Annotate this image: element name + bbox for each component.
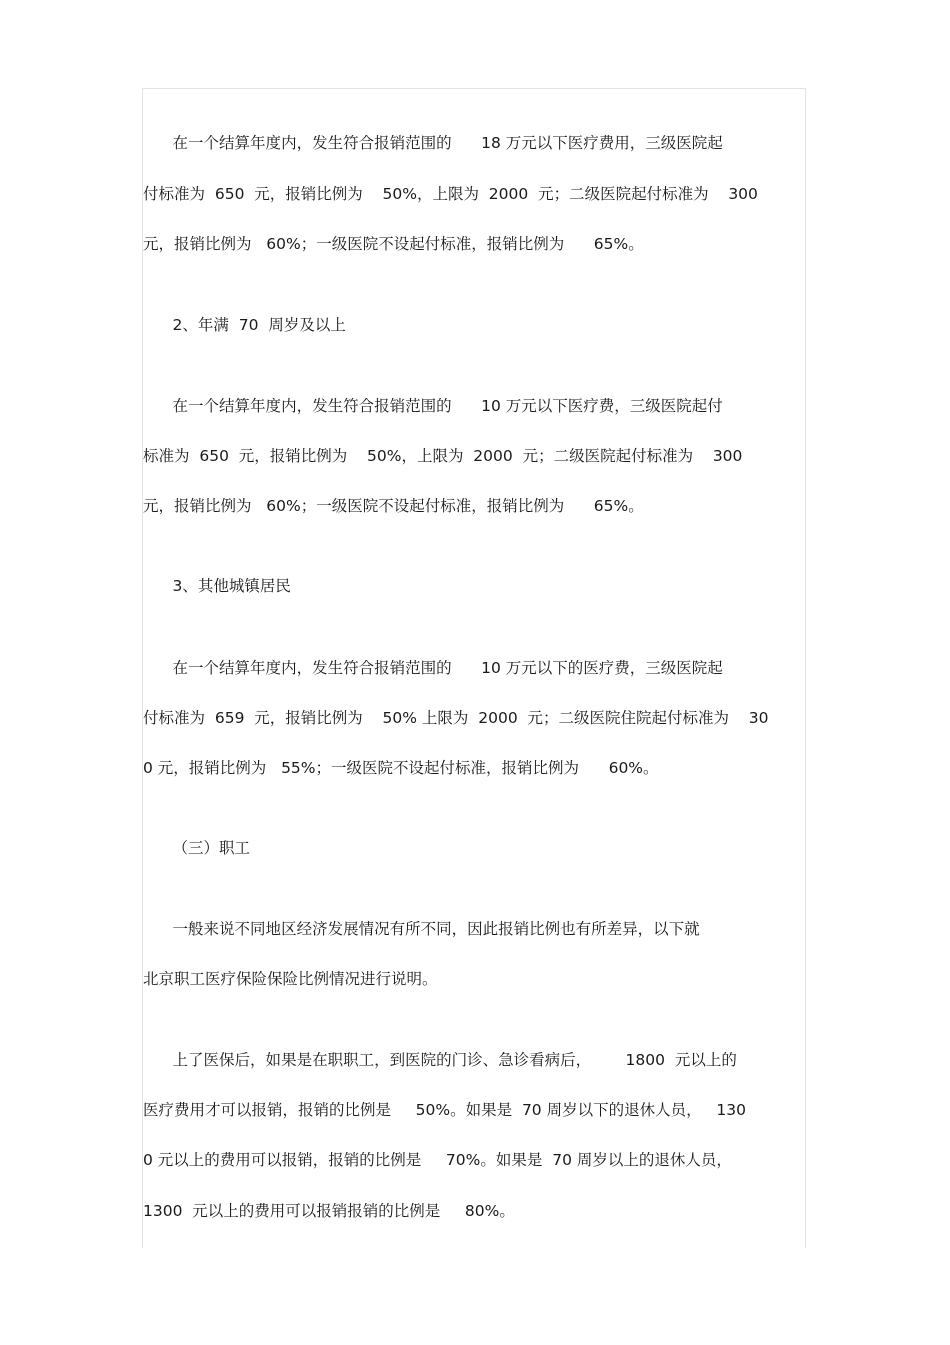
paragraph-line: 在一个结算年度内，发生符合报销范围的 10 万元以下医疗费，三级医院起付 <box>143 397 723 415</box>
paragraph-line: 上了医保后，如果是在职职工，到医院的门诊、急诊看病后， 1800 元以上的 <box>143 1051 737 1069</box>
section-heading: 3、其他城镇居民 <box>143 577 291 595</box>
paragraph-line: 在一个结算年度内，发生符合报销范围的 18 万元以下医疗费用，三级医院起 <box>143 134 723 152</box>
section-heading: 2、年满 70 周岁及以上 <box>143 316 346 334</box>
paragraph-line: 0 元，报销比例为 55%；一级医院不设起付标准，报销比例为 60%。 <box>143 759 659 777</box>
paragraph-line: 0 元以上的费用可以报销，报销的比例是 70%。如果是 70 周岁以上的退休人员， <box>143 1151 732 1169</box>
paragraph-line: 元，报销比例为 60%；一级医院不设起付标准，报销比例为 65%。 <box>143 497 644 515</box>
paragraph-line: 北京职工医疗保险保险比例情况进行说明。 <box>143 970 438 988</box>
section-heading: （三）职工 <box>143 839 251 857</box>
paragraph-line: 1300 元以上的费用可以报销报销的比例是 80%。 <box>143 1202 515 1220</box>
paragraph-line: 元，报销比例为 60%；一级医院不设起付标准，报销比例为 65%。 <box>143 235 644 253</box>
paragraph-line: 付标准为 650 元，报销比例为 50%，上限为 2000 元；二级医院起付标准为 300 <box>143 185 758 203</box>
paragraph-line: 在一个结算年度内，发生符合报销范围的 10 万元以下的医疗费，三级医院起 <box>143 659 723 677</box>
paragraph-line: 标准为 650 元，报销比例为 50%，上限为 2000 元；二级医院起付标准为 300 <box>143 447 743 465</box>
paragraph-line: 付标准为 659 元，报销比例为 50% 上限为 2000 元；二级医院住院起付标准为 30 <box>143 709 769 727</box>
paragraph-line: 医疗费用才可以报销，报销的比例是 50%。如果是 70 周岁以下的退休人员， 130 <box>143 1101 746 1119</box>
document-page <box>142 88 806 1248</box>
paragraph-line: 一般来说不同地区经济发展情况有所不同，因此报销比例也有所差异，以下就 <box>143 920 700 938</box>
